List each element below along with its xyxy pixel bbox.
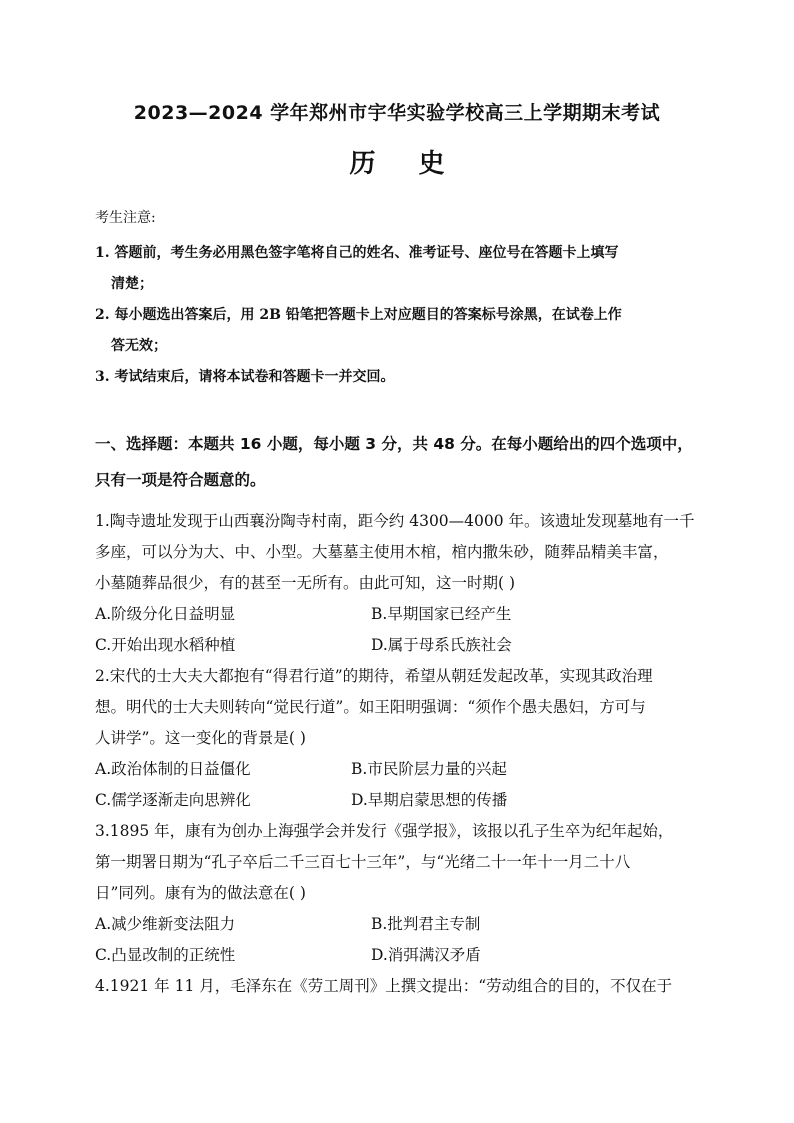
question-2 (95, 661, 705, 754)
subject-title: 历 史 (349, 149, 445, 179)
question-1-line: 小墓随葬品很少，有的甚至一无所有。由此可知，这一时期( ) (95, 574, 516, 592)
option-b: B.市民阶层力量的兴起 (351, 760, 507, 778)
question-3-options (95, 909, 705, 971)
question-4-line: 4.1921 年 11 月，毛泽东在《劳工周刊》上撰文提出：“劳动组合的目的，不仅在于 (95, 977, 673, 995)
question-3 (95, 816, 705, 909)
question-2-line: 人讲学”。这一变化的背景是( ) (95, 729, 306, 747)
notice-item-3 (95, 362, 705, 393)
option-c: C.开始出现水稻种植 (95, 636, 236, 654)
section-heading-line2: 只有一项是符合题意的。 (95, 471, 266, 489)
question-3-line: 第一期署日期为“孔子卒后二千三百七十三年”，与“光绪二十一年十一月二十八 (95, 853, 631, 871)
notice-item-1-line2: 清楚； (111, 276, 153, 292)
exam-title: 2023—2024 学年郑州市宇华实验学校高三上学期期末考试 (133, 102, 661, 124)
option-c: C.儒学逐渐走向思辨化 (95, 791, 251, 809)
question-1-options (95, 599, 705, 661)
option-b: B.早期国家已经产生 (371, 605, 512, 623)
notice-item-1 (95, 238, 705, 300)
option-c: C.凸显改制的正统性 (95, 946, 236, 964)
notice-item-2-line1: 2. 每小题选出答案后，用 2B 铅笔把答题卡上对应题目的答案标号涂黑，在试卷上作 (95, 307, 622, 323)
option-d: D.消弭满汉矛盾 (371, 946, 481, 964)
option-a: A.减少维新变法阻力 (95, 915, 236, 933)
notice-heading: 考生注意: (95, 210, 156, 226)
question-1-line: 1.陶寺遗址发现于山西襄汾陶寺村南，距今约 4300—4000 年。该遗址发现墓地有一千 (95, 512, 695, 530)
section-heading-line1: 一、选择题：本题共 16 小题，每小题 3 分，共 48 分。在每小题给出的四个选项中， (95, 435, 693, 453)
notice-item-2 (95, 300, 705, 362)
question-3-line: 3.1895 年，康有为创办上海强学会并发行《强学报》，该报以孔子生卒为纪年起始， (95, 822, 674, 840)
question-1 (95, 506, 705, 599)
option-d: D.早期启蒙思想的传播 (351, 791, 508, 809)
option-b: B.批判君主专制 (371, 915, 481, 933)
notice-item-3-line1: 3. 考试结束后，请将本试卷和答题卡一并交回。 (95, 369, 395, 385)
notice-item-2-line2: 答无效； (111, 338, 167, 354)
section-heading (95, 426, 705, 498)
option-a: A.政治体制的日益僵化 (95, 760, 251, 778)
question-1-line: 多座，可以分为大、中、小型。大墓墓主使用木棺，棺内撒朱砂，随葬品精美丰富， (95, 543, 669, 561)
question-4 (95, 971, 705, 1002)
question-2-line: 2.宋代的士大夫大都抱有“得君行道”的期待，希望从朝廷发起改革，实现其政治理 (95, 667, 653, 685)
question-3-line: 日”同列。康有为的做法意在( ) (95, 884, 306, 902)
option-a: A.阶级分化日益明显 (95, 605, 236, 623)
notice-item-1-line1: 1. 答题前，考生务必用黑色签字笔将自己的姓名、准考证号、座位号在答题卡上填写 (95, 245, 619, 261)
question-2-options (95, 754, 705, 816)
option-d: D.属于母系氏族社会 (371, 636, 512, 654)
question-2-line: 想。明代的士大夫则转向“觉民行道”。如王阳明强调：“须作个愚夫愚妇，方可与 (95, 698, 646, 716)
